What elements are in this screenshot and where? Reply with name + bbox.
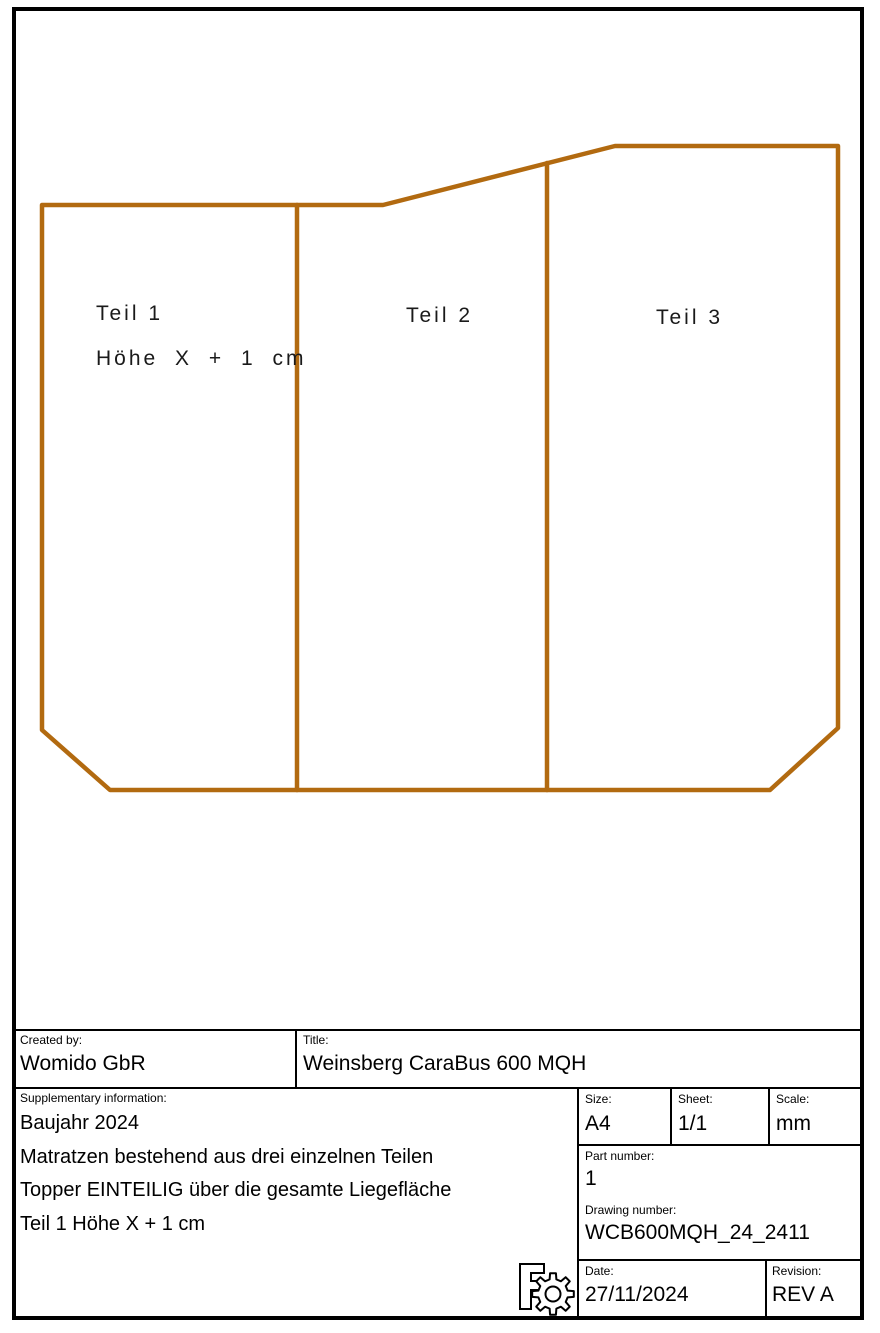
date-revision-divider [765, 1259, 767, 1320]
sheet-scale-divider [768, 1087, 770, 1146]
part2-label: Teil 2 [406, 304, 474, 327]
scale-value: mm [776, 1112, 811, 1135]
date-label: Date: [585, 1264, 614, 1278]
drawing-number-value: WCB600MQH_24_2411 [585, 1221, 810, 1244]
part-number-label: Part number: [585, 1149, 655, 1163]
part1-label: Teil 1 [96, 302, 164, 325]
size-sheet-divider [670, 1087, 672, 1146]
revision-label: Revision: [772, 1264, 822, 1278]
supplementary-line-3: Topper EINTEILIG über die gesamte Liegefläche [20, 1179, 452, 1201]
created-by-value: Womido GbR [20, 1052, 146, 1075]
techdraw-f-gear-logo-icon [514, 1260, 578, 1318]
size-label: Size: [585, 1092, 612, 1106]
date-row-top-line [577, 1259, 864, 1261]
createdby-title-divider [295, 1029, 297, 1089]
scale-label: Scale: [776, 1092, 810, 1106]
logo-gear-hole [546, 1287, 561, 1302]
supplementary-line-1: Baujahr 2024 [20, 1112, 139, 1134]
size-row-bottom-line [577, 1144, 864, 1146]
sheet-label: Sheet: [678, 1092, 713, 1106]
titleblock-top-line [12, 1029, 864, 1031]
mattress-outline-path [42, 146, 838, 790]
part-number-value: 1 [585, 1167, 597, 1190]
sheet-value: 1/1 [678, 1112, 708, 1135]
created-by-label: Created by: [20, 1033, 83, 1047]
part1-height-note: Höhe X + 1 cm [96, 347, 307, 370]
part3-label: Teil 3 [656, 306, 724, 329]
size-value: A4 [585, 1112, 611, 1135]
supplementary-line-2: Matratzen bestehend aus drei einzelnen Teilen [20, 1146, 434, 1168]
supplementary-line-4: Teil 1 Höhe X + 1 cm [20, 1213, 206, 1235]
titleblock-row1-bottom-line [12, 1087, 864, 1089]
date-value: 27/11/2024 [585, 1283, 689, 1306]
title-value: Weinsberg CaraBus 600 MQH [303, 1052, 587, 1075]
drawing-number-label: Drawing number: [585, 1203, 677, 1217]
supplementary-label: Supplementary information: [20, 1091, 167, 1105]
title-label: Title: [303, 1033, 329, 1047]
revision-value: REV A [772, 1283, 834, 1306]
